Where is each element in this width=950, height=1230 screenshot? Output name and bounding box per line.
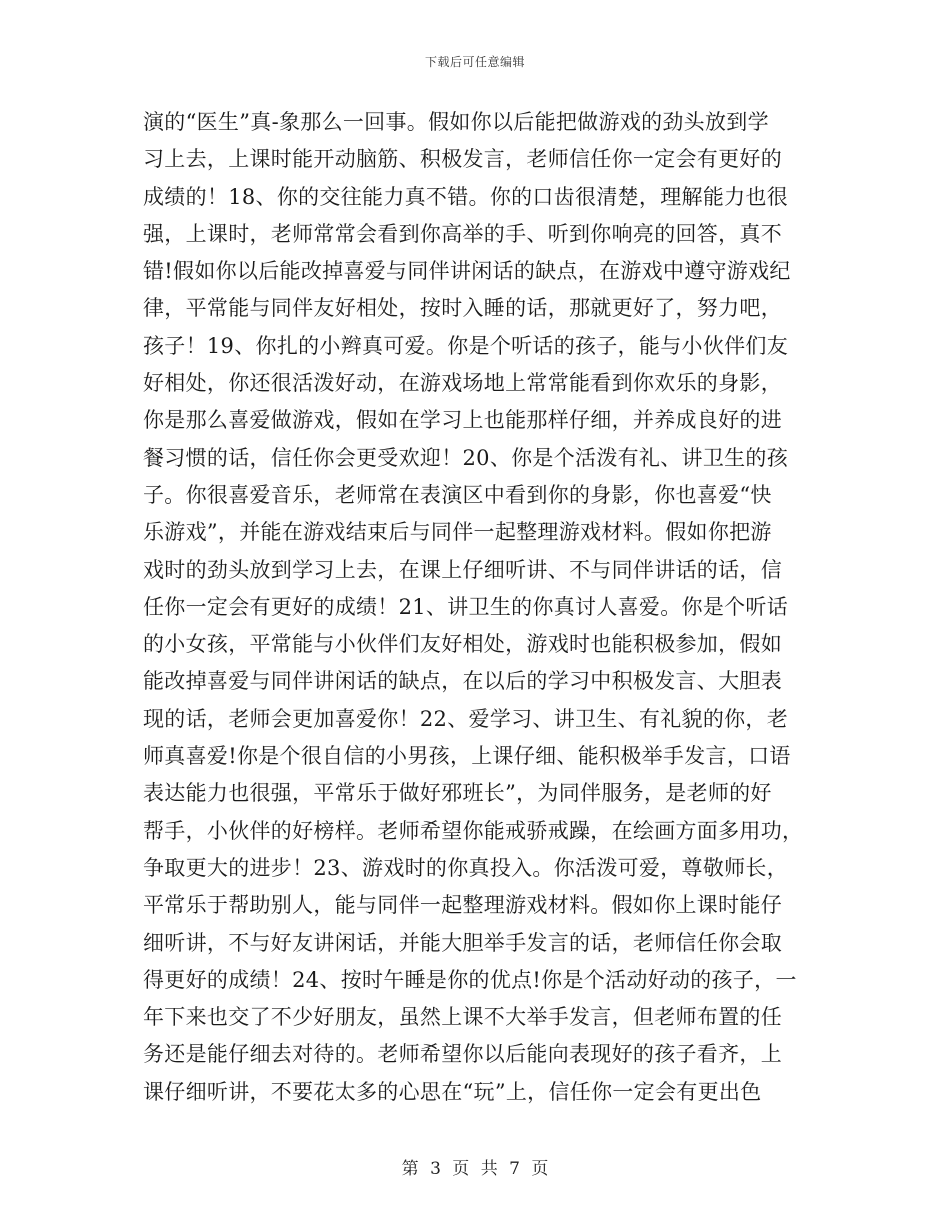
text-line: 错!假如你以后能改掉喜爱与同伴讲闲话的缺点，在游戏中遵守游戏纪 [143, 259, 791, 284]
text-line: 平常乐于帮助别人，能与同伴一起整理游戏材料。假如你上课时能仔 [143, 893, 782, 918]
text-line: 好相处，你还很活泼好动，在游戏场地上常常能看到你欢乐的身影， [143, 371, 782, 396]
text-line: 争取更大的进步！23、游戏时的你真投入。你活泼可爱，尊敬师长， [143, 855, 789, 880]
text-line: 餐习惯的话，信任你会更受欢迎！20、你是个活泼有礼、讲卫生的孩 [143, 445, 789, 470]
text-line: 习上去，上课时能开动脑筋、积极发言，老师信任你一定会有更好的 [143, 147, 782, 172]
text-line: 的小女孩，平常能与小伙伴们友好相处，游戏时也能积极参加，假如 [143, 632, 782, 657]
text-line: 得更好的成绩！24、按时午睡是你的优点!你是个活动好动的孩子，一 [143, 967, 797, 992]
text-line: 乐游戏”，并能在游戏结束后与同伴一起整理游戏材料。假如你把游 [143, 520, 772, 545]
text-line: 现的话，老师会更加喜爱你！22、爱学习、讲卫生、有礼貌的你，老 [143, 706, 789, 731]
text-line: 帮手，小伙伴的好榜样。老师希望你能戒骄戒躁，在绘画方面多用功， [143, 818, 804, 843]
text-line: 务还是能仔细去对待的。老师希望你以后能向表现好的孩子看齐，上 [143, 1042, 782, 1067]
text-line: 强，上课时，老师常常会看到你高举的手、听到你响亮的回答，真不 [143, 221, 782, 246]
page-header: 下载后可任意编辑 [424, 55, 525, 69]
text-line: 表达能力也很强，平常乐于做好邪班长”，为同伴服务，是老师的好 [143, 781, 772, 806]
text-line: 成绩的！18、你的交往能力真不错。你的口齿很清楚，理解能力也很 [143, 184, 789, 209]
text-line: 孩子！19、你扎的小辫真可爱。你是个听话的孩子，能与小伙伴们友 [143, 333, 789, 358]
text-line: 课仔细听讲，不要花太多的心思在“玩”上，信任你一定会有更出色 [143, 1079, 762, 1104]
text-line: 子。你很喜爱音乐，老师常在表演区中看到你的身影，你也喜爱“快 [143, 482, 772, 507]
text-line: 你是那么喜爱做游戏，假如在学习上也能那样仔细，并养成良好的进 [143, 408, 782, 433]
text-line: 演的“医生”真-象那么一回事。假如你以后能把做游戏的劲头放到学 [143, 110, 769, 134]
page-number-footer: 第 3 页 共 7 页 [401, 1159, 549, 1179]
text-line: 师真喜爱!你是个很自信的小男孩，上课仔细、能积极举手发言，口语 [143, 744, 791, 769]
text-line: 细听讲，不与好友讲闲话，并能大胆举手发言的话，老师信任你会取 [143, 930, 782, 955]
text-line: 律，平常能与同伴友好相处，按时入睡的话，那就更好了，努力吧， [143, 296, 782, 321]
document-body [143, 104, 808, 1111]
text-line: 戏时的劲头放到学习上去，在课上仔细听讲、不与同伴讲话的话，信 [143, 557, 782, 582]
text-line: 能改掉喜爱与同伴讲闲话的缺点，在以后的学习中积极发言、大胆表 [143, 669, 782, 694]
text-line: 年下来也交了不少好朋友，虽然上课不大举手发言，但老师布置的任 [143, 1005, 782, 1030]
text-line: 任你一定会有更好的成绩！21、讲卫生的你真讨人喜爱。你是个听话 [143, 594, 789, 619]
